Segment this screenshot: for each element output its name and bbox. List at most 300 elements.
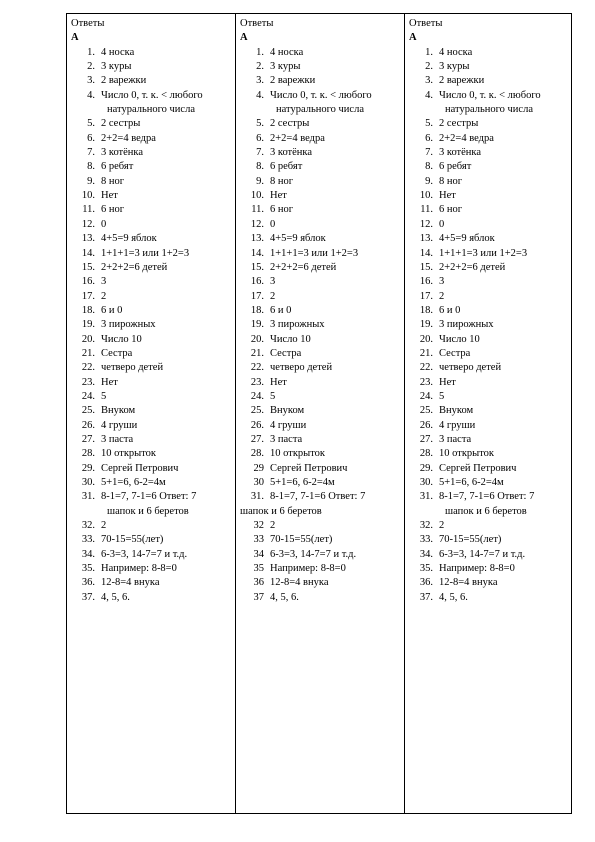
- answer-item: [409, 89, 571, 103]
- answer-number: 22.: [81, 362, 95, 374]
- answer-item: [240, 333, 404, 347]
- answer-text: 6 ребят: [270, 161, 303, 173]
- answer-number: 13.: [419, 233, 433, 245]
- answer-number: 23.: [81, 376, 95, 388]
- answer-text: 4 носка: [270, 46, 304, 58]
- answer-number: 9.: [256, 175, 264, 187]
- answer-number: 20.: [81, 333, 95, 345]
- answer-number: 30.: [419, 477, 433, 488]
- answer-item: [71, 361, 235, 375]
- answer-number: 7.: [425, 147, 433, 159]
- answer-text: 6-3=3, 14-7=7 и т.д.: [270, 548, 357, 560]
- answer-number: 31.: [250, 491, 264, 503]
- answer-item: [409, 275, 571, 289]
- answer-number: 37.: [419, 591, 433, 603]
- column-header: Ответы: [409, 18, 443, 29]
- answer-text: Число 0, т. к. < любого: [101, 89, 203, 101]
- answer-number: 17.: [81, 290, 95, 302]
- answer-number: 6.: [425, 132, 433, 144]
- answer-item: [409, 533, 571, 547]
- answer-text: 12-8=4 внука: [270, 577, 329, 589]
- answer-text: Сергей Петрович: [270, 462, 348, 474]
- answers-table: [66, 13, 572, 814]
- answer-text: 5+1=6, 6-2=4м: [439, 477, 504, 488]
- answer-number: 15.: [250, 261, 264, 273]
- answer-number: 29: [253, 462, 264, 474]
- answer-text: 3: [270, 276, 276, 288]
- answer-number: 10.: [250, 190, 264, 202]
- answer-text: 2: [101, 290, 107, 302]
- answer-number: 19.: [81, 319, 95, 331]
- answer-item: [71, 548, 235, 562]
- answer-text: 0: [439, 218, 445, 230]
- answer-text: 6 ног: [439, 204, 463, 216]
- answer-number: 12.: [81, 218, 95, 230]
- answer-text: 3 куры: [439, 61, 470, 73]
- answer-number: 10.: [419, 190, 433, 202]
- answer-number: 36: [253, 577, 264, 589]
- answer-text: 3 куры: [270, 61, 301, 73]
- answer-item: [71, 117, 235, 131]
- answer-item: [409, 548, 571, 562]
- answer-number: 34: [253, 548, 264, 560]
- answer-number: 3.: [87, 75, 95, 87]
- answer-number: 8.: [256, 161, 264, 173]
- answer-number: 29.: [419, 462, 433, 474]
- answer-number: 33: [253, 534, 264, 546]
- answer-text: Нет: [101, 190, 118, 202]
- answer-item: [71, 533, 235, 547]
- answer-number: 3.: [256, 75, 264, 87]
- answer-item: [240, 203, 404, 217]
- answer-item: [71, 189, 235, 203]
- answer-item: [409, 290, 571, 304]
- answer-text: 0: [270, 218, 276, 230]
- answer-item: [409, 447, 571, 461]
- answer-number: 34.: [419, 548, 433, 560]
- answer-number: 31.: [419, 491, 433, 503]
- answer-text: 3 котёнка: [270, 147, 313, 159]
- answer-text: 6 ребят: [439, 161, 472, 173]
- answer-text: Например: 8-8=0: [439, 563, 515, 575]
- answer-item: [409, 175, 571, 189]
- answer-item: [240, 390, 404, 404]
- answer-item: [409, 490, 571, 504]
- answer-item: [71, 175, 235, 189]
- answer-item: [71, 490, 235, 504]
- answer-number: 21.: [250, 347, 264, 359]
- answer-item: [240, 46, 404, 60]
- answer-number: 7.: [256, 147, 264, 159]
- answer-item: [240, 275, 404, 289]
- answer-text: четверо детей: [439, 362, 502, 374]
- answer-item: [240, 304, 404, 318]
- answer-number: 36.: [81, 577, 95, 589]
- answer-text: Сестра: [101, 347, 133, 359]
- answer-number: 17.: [419, 290, 433, 302]
- answer-item: [71, 203, 235, 217]
- answer-text: 6-3=3, 14-7=7 и т.д.: [101, 548, 188, 560]
- answer-text: 5+1=6, 6-2=4м: [101, 477, 166, 488]
- answer-item: [71, 419, 235, 433]
- answer-number: 27.: [419, 433, 433, 445]
- answer-text: 2 варежки: [101, 75, 147, 87]
- answer-item: [240, 318, 404, 332]
- answer-item: [71, 290, 235, 304]
- answer-item: [240, 576, 404, 590]
- answer-item: [240, 261, 404, 275]
- answer-text: 8-1=7, 7-1=6 Ответ: 7: [101, 491, 197, 503]
- answer-item: [409, 361, 571, 375]
- answer-number: 16.: [419, 276, 433, 288]
- answer-text: 3 котёнка: [439, 147, 482, 159]
- answer-item: [409, 46, 571, 60]
- answer-number: 24.: [419, 390, 433, 402]
- answer-item: [240, 562, 404, 576]
- answer-item: [240, 419, 404, 433]
- answer-number: 19.: [250, 319, 264, 331]
- answer-list: [240, 46, 404, 605]
- answer-item: [409, 376, 571, 390]
- answer-number: 14.: [81, 247, 95, 259]
- answer-text: Внуком: [101, 405, 136, 417]
- answer-text: Например: 8-8=0: [270, 563, 346, 575]
- answer-number: 29.: [81, 462, 95, 474]
- answer-item: [409, 132, 571, 146]
- answer-item: [240, 146, 404, 160]
- answer-number: 18.: [250, 304, 264, 316]
- answer-item: [240, 290, 404, 304]
- answer-item: [71, 60, 235, 74]
- answer-text: Нет: [270, 190, 287, 202]
- answer-text: 2+2+2=6 детей: [439, 261, 506, 273]
- answer-item: [71, 247, 235, 261]
- answer-text: 6 и 0: [270, 304, 292, 316]
- answer-text: 8 ног: [439, 175, 463, 187]
- answer-text: 4 груши: [439, 419, 476, 431]
- answer-text: 3 паста: [101, 433, 134, 445]
- answer-text-continuation: шапок и 6 беретов: [240, 505, 322, 517]
- answer-text: Нет: [101, 376, 118, 388]
- answer-item: [409, 390, 571, 404]
- answer-item: [240, 490, 404, 504]
- answer-number: 6.: [256, 132, 264, 144]
- answer-item: [409, 591, 571, 605]
- answer-item: [240, 74, 404, 88]
- answer-item: [71, 562, 235, 576]
- answer-text: Сестра: [270, 347, 302, 359]
- answer-text: 2: [439, 520, 445, 532]
- answer-number: 35.: [419, 563, 433, 575]
- answer-number: 4.: [256, 89, 264, 101]
- answer-text: 5: [270, 390, 276, 402]
- answer-item: [71, 576, 235, 590]
- answer-item: [240, 189, 404, 203]
- answer-item: [71, 304, 235, 318]
- answer-text: 10 открыток: [270, 448, 326, 460]
- answers-column-1: [66, 14, 235, 813]
- answer-text: 4, 5, 6.: [101, 591, 130, 603]
- answer-text: Нет: [270, 376, 287, 388]
- answer-number: 5.: [256, 118, 264, 130]
- answer-text: Число 10: [439, 333, 480, 345]
- answer-text: 10 открыток: [101, 448, 157, 460]
- answer-number: 18.: [419, 304, 433, 316]
- answer-number: 15.: [81, 261, 95, 273]
- answer-item: [409, 462, 571, 476]
- answer-item: [240, 476, 404, 490]
- answer-text: 4, 5, 6.: [439, 591, 468, 603]
- answer-text: 3 пирожных: [439, 319, 494, 331]
- answer-text: 4 носка: [439, 46, 473, 58]
- answer-text: 5: [101, 390, 107, 402]
- answer-number: 13.: [81, 233, 95, 245]
- answer-text: 2+2+2=6 детей: [101, 261, 168, 273]
- answer-item: [240, 533, 404, 547]
- answer-item: [71, 146, 235, 160]
- answer-text: Сергей Петрович: [101, 462, 179, 474]
- column-subheader: А: [240, 32, 248, 44]
- answer-number: 8.: [87, 161, 95, 173]
- answer-list: [71, 46, 235, 605]
- answer-item: [71, 404, 235, 418]
- answer-text: 2+2=4 ведра: [270, 132, 325, 144]
- column-header: Ответы: [71, 18, 105, 29]
- answer-item: [409, 146, 571, 160]
- answer-item: [71, 89, 235, 103]
- answer-text: Внуком: [439, 405, 474, 417]
- answer-number: 25.: [81, 405, 95, 417]
- answer-number: 21.: [81, 347, 95, 359]
- answer-item: [71, 519, 235, 533]
- answer-number: 23.: [250, 376, 264, 388]
- answer-number: 33.: [419, 534, 433, 546]
- answer-item: [409, 562, 571, 576]
- answer-number: 31.: [81, 491, 95, 503]
- answer-number: 5.: [87, 118, 95, 130]
- answer-text-continuation: натурального числа: [107, 104, 195, 116]
- answer-text: Сестра: [439, 347, 471, 359]
- answer-text: 12-8=4 внука: [439, 577, 498, 589]
- answer-text: 2+2+2=6 детей: [270, 261, 337, 273]
- answer-text: 4 груши: [270, 419, 307, 431]
- answer-text: 4 груши: [101, 419, 138, 431]
- answer-number: 35: [253, 563, 264, 575]
- answer-number: 28.: [81, 448, 95, 460]
- answer-item: [409, 189, 571, 203]
- answer-text: 3 паста: [270, 433, 303, 445]
- answer-item: [240, 361, 404, 375]
- answer-item: [240, 60, 404, 74]
- answer-text: 8-1=7, 7-1=6 Ответ: 7: [270, 491, 366, 503]
- answer-number: 5.: [425, 118, 433, 130]
- answer-text: Число 0, т. к. < любого: [270, 89, 372, 101]
- answer-number: 4.: [425, 89, 433, 101]
- answer-item: [240, 591, 404, 605]
- answer-number: 16.: [81, 276, 95, 288]
- answer-number: 11.: [82, 204, 95, 216]
- answer-item: [71, 46, 235, 60]
- answer-number: 1.: [425, 46, 433, 58]
- answer-number: 16.: [250, 276, 264, 288]
- answer-number: 20.: [419, 333, 433, 345]
- answer-text: Нет: [439, 190, 456, 202]
- answer-item: [71, 476, 235, 490]
- answer-item: [409, 333, 571, 347]
- answer-number: 2.: [425, 61, 433, 73]
- answer-text: 2: [439, 290, 445, 302]
- answer-number: 12.: [419, 218, 433, 230]
- answer-text: Число 0, т. к. < любого: [439, 89, 541, 101]
- answer-number: 9.: [425, 175, 433, 187]
- answer-text-continuation: шапок и 6 беретов: [445, 505, 527, 517]
- answer-item: [409, 304, 571, 318]
- answer-item: [71, 376, 235, 390]
- answer-number: 19.: [419, 319, 433, 331]
- answer-text: 3 паста: [439, 433, 472, 445]
- answer-number: 2.: [87, 61, 95, 73]
- answer-number: 15.: [419, 261, 433, 273]
- answer-text: 2+2=4 ведра: [101, 132, 156, 144]
- answer-text: 70-15=55(лет): [270, 534, 333, 546]
- answer-text: 3: [101, 276, 107, 288]
- answer-text: 0: [101, 218, 107, 230]
- answer-text: 2: [101, 520, 107, 532]
- answer-number: 22.: [250, 362, 264, 374]
- answer-item: [71, 275, 235, 289]
- answer-text: Сергей Петрович: [439, 462, 517, 474]
- answer-item: [409, 519, 571, 533]
- answer-number: 36.: [419, 577, 433, 589]
- answer-text: 1+1+1=3 или 1+2=3: [101, 247, 190, 259]
- answer-number: 12.: [250, 218, 264, 230]
- answer-text: 8 ног: [101, 175, 125, 187]
- answer-number: 7.: [87, 147, 95, 159]
- answer-item: [71, 318, 235, 332]
- answer-text: 70-15=55(лет): [439, 534, 502, 546]
- answer-item: [240, 462, 404, 476]
- answer-item: [71, 232, 235, 246]
- answer-number: 14.: [250, 247, 264, 259]
- answer-text: 1+1+1=3 или 1+2=3: [270, 247, 359, 259]
- answer-text: 10 открыток: [439, 448, 495, 460]
- answer-number: 27.: [81, 433, 95, 445]
- answer-text: 6 ног: [270, 204, 294, 216]
- answer-item: [409, 347, 571, 361]
- column-subheader: А: [409, 32, 417, 44]
- answer-text: Нет: [439, 376, 456, 388]
- answer-number: 14.: [419, 247, 433, 259]
- answer-text: 6-3=3, 14-7=7 и т.д.: [439, 548, 526, 560]
- answer-item: [240, 218, 404, 232]
- answer-item: [71, 74, 235, 88]
- answer-item: [409, 60, 571, 74]
- answer-number: 32: [253, 520, 264, 532]
- answer-number: 26.: [419, 419, 433, 431]
- answer-text: 2+2=4 ведра: [439, 132, 494, 144]
- answer-item: [71, 390, 235, 404]
- answer-item: [240, 132, 404, 146]
- answer-text: 4+5=9 яблок: [439, 233, 495, 245]
- answer-text: 2 сестры: [270, 118, 310, 130]
- answer-number: 1.: [87, 46, 95, 58]
- answer-number: 6.: [87, 132, 95, 144]
- answer-number: 37: [253, 591, 264, 603]
- answer-number: 17.: [250, 290, 264, 302]
- answers-column-3: [404, 14, 572, 813]
- answer-item: [240, 117, 404, 131]
- answer-number: 25.: [250, 405, 264, 417]
- answer-number: 11.: [251, 204, 264, 216]
- answer-text: Например: 8-8=0: [101, 563, 177, 575]
- answer-item: [409, 117, 571, 131]
- answer-text: 70-15=55(лет): [101, 534, 164, 546]
- answer-item: [409, 203, 571, 217]
- answer-text: 3: [439, 276, 445, 288]
- answer-item: [71, 433, 235, 447]
- answer-text: 2: [270, 520, 276, 532]
- answer-item: [240, 89, 404, 103]
- answer-text: 4 носка: [101, 46, 135, 58]
- answer-item: [409, 74, 571, 88]
- answer-number: 25.: [419, 405, 433, 417]
- answer-number: 23.: [419, 376, 433, 388]
- answer-number: 26.: [81, 419, 95, 431]
- answer-item: [71, 462, 235, 476]
- answer-item: [240, 447, 404, 461]
- answer-text: 3 пирожных: [270, 319, 325, 331]
- answer-number: 11.: [420, 204, 433, 216]
- answer-text: 1+1+1=3 или 1+2=3: [439, 247, 528, 259]
- answer-number: 2.: [256, 61, 264, 73]
- answer-number: 32.: [81, 520, 95, 532]
- answer-item: [409, 318, 571, 332]
- answer-text: 6 ног: [101, 204, 125, 216]
- answer-item: [409, 404, 571, 418]
- answer-text: 8-1=7, 7-1=6 Ответ: 7: [439, 491, 535, 503]
- column-header: Ответы: [240, 18, 274, 29]
- answer-text: 3 котёнка: [101, 147, 144, 159]
- answer-text: 12-8=4 внука: [101, 577, 160, 589]
- answer-item: [240, 160, 404, 174]
- answer-text: 5+1=6, 6-2=4м: [270, 477, 335, 488]
- answer-text: Число 10: [270, 333, 311, 345]
- answer-text-continuation: натурального числа: [445, 104, 533, 116]
- answer-item: [240, 347, 404, 361]
- answer-item: [240, 404, 404, 418]
- answer-number: 30.: [81, 477, 95, 488]
- answer-item: [71, 591, 235, 605]
- answer-item: [240, 376, 404, 390]
- answer-item: [409, 232, 571, 246]
- answer-number: 34.: [81, 548, 95, 560]
- answer-item: [71, 132, 235, 146]
- answer-number: 8.: [425, 161, 433, 173]
- answer-item: [240, 232, 404, 246]
- answer-number: 13.: [250, 233, 264, 245]
- answer-number: 24.: [81, 390, 95, 402]
- answer-text: 8 ног: [270, 175, 294, 187]
- answer-text: 2 сестры: [439, 118, 479, 130]
- answer-text: 6 и 0: [101, 304, 123, 316]
- answer-number: 28.: [250, 448, 264, 460]
- answer-text: 4+5=9 яблок: [270, 233, 326, 245]
- answer-number: 26.: [250, 419, 264, 431]
- answer-text-continuation: натурального числа: [276, 104, 364, 116]
- answer-text: Внуком: [270, 405, 305, 417]
- answer-text: 4+5=9 яблок: [101, 233, 157, 245]
- answer-text-continuation: шапок и 6 беретов: [107, 505, 189, 517]
